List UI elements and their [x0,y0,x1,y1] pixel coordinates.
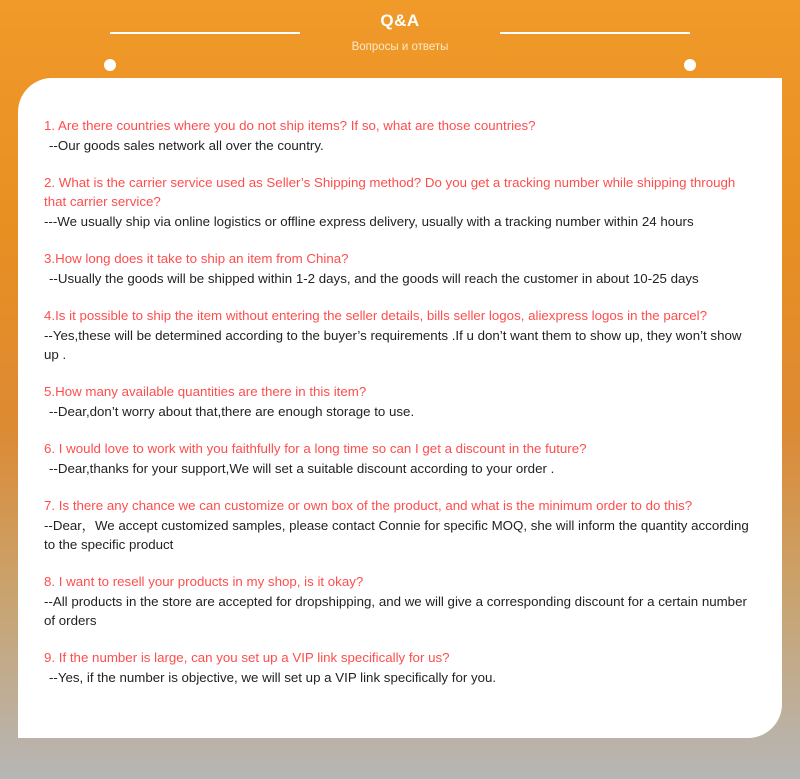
faq-list [44,116,756,687]
faq-answer: --Usually the goods will be shipped within 1-2 days, and the goods will reach the customer in about 10-25 days [49,271,699,286]
header-dot-right-icon [684,59,696,71]
faq-question: 1. Are there countries where you do not ship items? If so, what are those countries? [44,118,536,133]
faq-answer: --Dear,don’t worry about that,there are enough storage to use. [49,404,415,419]
list-item [44,116,756,155]
faq-question: 6. I would love to work with you faithfully for a long time so can I get a discount in the future? [44,441,587,456]
list-item [44,306,756,364]
faq-answer: --Yes, if the number is objective, we will set up a VIP link specifically for you. [49,670,497,685]
header-dot-left-icon [104,59,116,71]
faq-question: 2. What is the carrier service used as Seller’s Shipping method? Do you get a tracking number while shipping through that carrier service? [44,175,736,209]
page-subtitle: Вопросы и ответы [351,41,449,53]
faq-question: 8. I want to resell your products in my shop, is it okay? [44,574,364,589]
list-item [44,249,756,288]
header-rule-right [500,32,690,34]
faq-question: 9. If the number is large, can you set up a VIP link specifically for us? [44,650,450,665]
faq-question: 3.How long does it take to ship an item from China? [44,251,349,266]
faq-question: 7. Is there any chance we can customize or own box of the product, and what is the minimum order to do this? [44,498,693,513]
list-item [44,439,756,478]
faq-answer: ---We usually ship via online logistics or offline express delivery, usually with a tracking number within 24 hours [44,214,694,229]
faq-answer: --Dear,thanks for your support,We will set a suitable discount according to your order . [49,461,555,476]
faq-question: 4.Is it possible to ship the item without entering the seller details, bills seller logos, aliexpress logos in the parcel? [44,308,707,323]
page-header [0,0,800,64]
list-item [44,648,756,687]
faq-question: 5.How many available quantities are there in this item? [44,384,367,399]
faq-answer: --All products in the store are accepted for dropshipping, and we will give a corresponding discount for a certain number of orders [44,594,747,628]
faq-answer: --Dear，We accept customized samples, please contact Connie for specific MOQ, she will inform the quantity according to the specific product [44,518,749,552]
faq-answer: --Yes,these will be determined according to the buyer’s requirements .If u don’t want them to show up, they won’t show up . [44,328,742,362]
list-item [44,572,756,630]
list-item [44,496,756,554]
page-title: Q&A [380,11,420,30]
list-item [44,173,756,231]
faq-card [18,78,782,738]
header-inner [110,0,690,55]
header-rule-left [110,32,300,34]
list-item [44,382,756,421]
faq-answer: --Our goods sales network all over the country. [49,138,324,153]
